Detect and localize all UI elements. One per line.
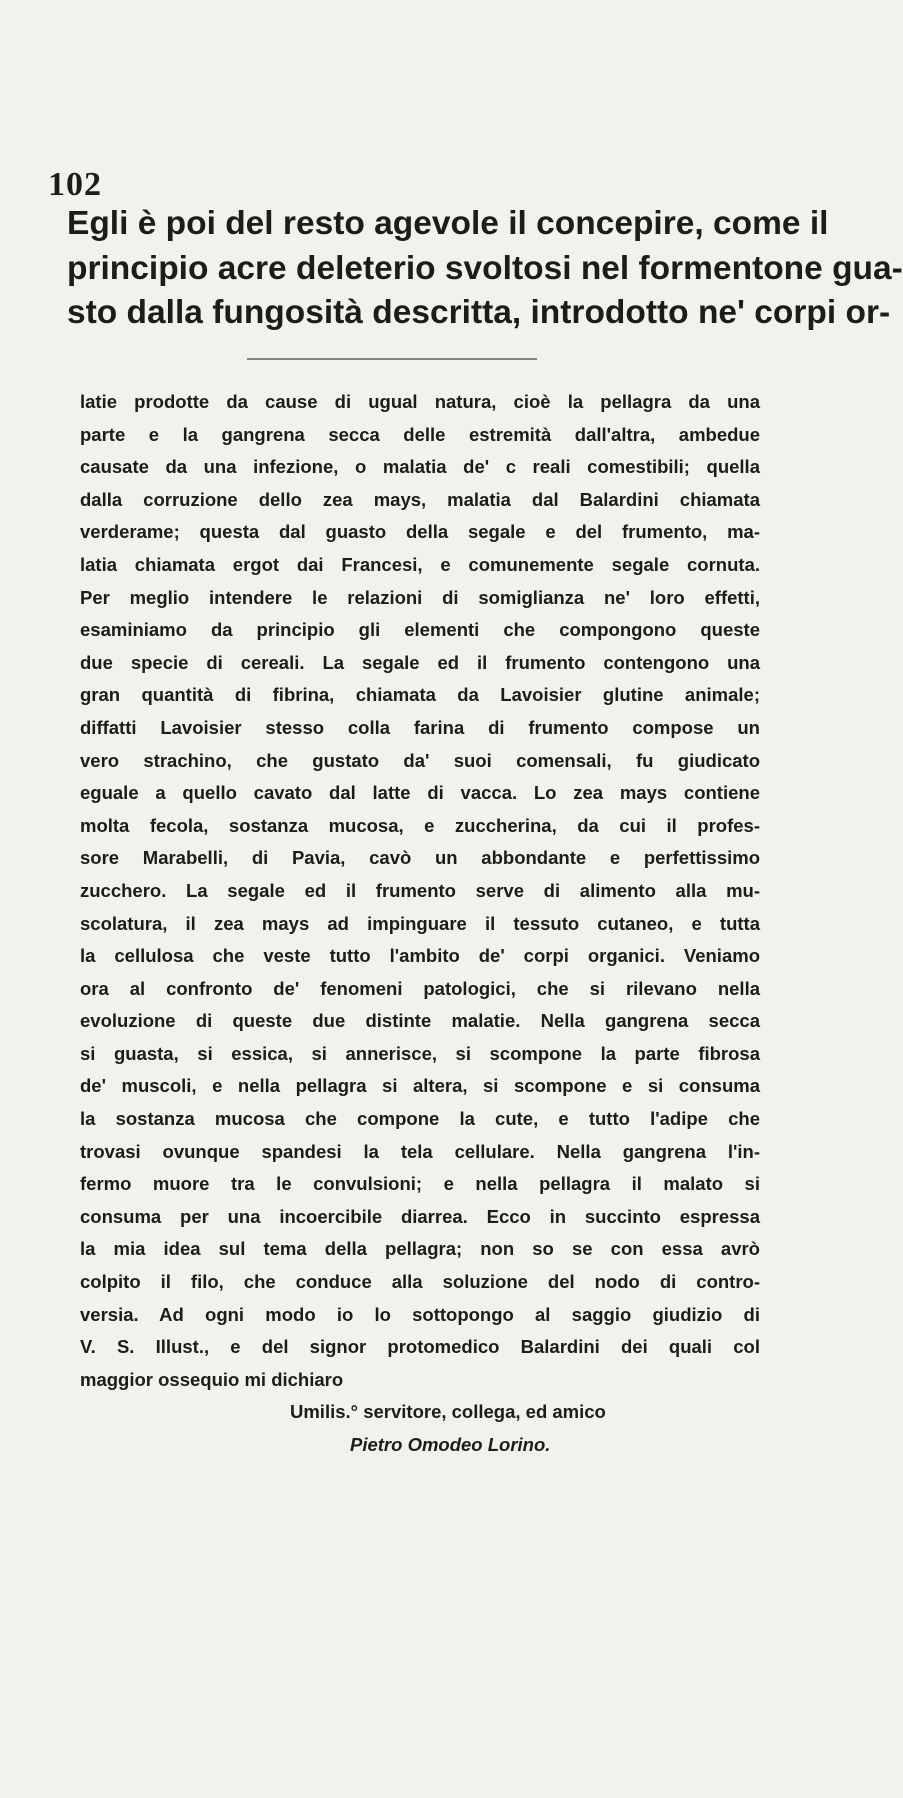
large-text-line: principio acre deleterio svoltosi nel formentone gua- — [67, 249, 903, 287]
page-number: 102 — [48, 166, 102, 203]
large-type-paragraph — [67, 202, 903, 336]
body-text-line: V. S. Illust., e del signor protomedico Balardini dei quali col — [80, 1336, 760, 1358]
body-text-line: la sostanza mucosa che compone la cute, e tutto l'adipe che — [80, 1108, 760, 1130]
signature-name: Pietro Omodeo Lorino. — [350, 1434, 551, 1455]
body-text-line: de' muscoli, e nella pellagra si altera, si scompone e si consuma — [80, 1075, 760, 1097]
large-text-line: sto dalla fungosità descritta, introdotto ne' corpi or- — [67, 294, 891, 331]
section-divider — [247, 358, 537, 360]
body-text-line: molta fecola, sostanza mucosa, e zuccherina, da cui il profes- — [80, 814, 760, 836]
small-type-paragraph — [80, 386, 760, 1462]
body-text-line: scolatura, il zea mays ad impinguare il tessuto cutaneo, e tutta — [80, 912, 760, 934]
body-text-line: evoluzione di queste due distinte malatie. Nella gangrena secca — [80, 1010, 760, 1032]
body-text-line: trovasi ovunque spandesi la tela cellulare. Nella gangrena l'in- — [80, 1140, 760, 1162]
body-text-line: due specie di cereali. La segale ed il frumento contengono una — [80, 651, 760, 673]
body-text-line: sore Marabelli, di Pavia, cavò un abbondante e perfettissimo — [80, 847, 760, 869]
body-text-line: ora al confronto de' fenomeni patologici, che si rilevano nella — [80, 977, 760, 999]
signature-closing: Umilis.° servitore, collega, ed amico — [290, 1401, 606, 1423]
body-text-line: la mia idea sul tema della pellagra; non so se con essa avrò — [80, 1238, 760, 1260]
body-text-line: colpito il filo, che conduce alla soluzione del nodo di contro- — [80, 1271, 760, 1293]
body-text-line: fermo muore tra le convulsioni; e nella pellagra il malato si — [80, 1173, 760, 1195]
body-text-line: dalla corruzione dello zea mays, malatia dal Balardini chiamata — [80, 488, 760, 510]
body-text-line: zucchero. La segale ed il frumento serve di alimento alla mu- — [80, 879, 760, 901]
body-text-line: la cellulosa che veste tutto l'ambito de' corpi organici. Veniamo — [80, 945, 760, 967]
body-text-line: consuma per una incoercibile diarrea. Ecco in succinto espressa — [80, 1205, 760, 1227]
body-text-line: eguale a quello cavato dal latte di vacca. Lo zea mays contiene — [80, 782, 760, 804]
body-text-line: verderame; questa dal guasto della segale e del frumento, ma- — [80, 521, 760, 543]
body-text-line: diffatti Lavoisier stesso colla farina di frumento compose un — [80, 716, 760, 738]
body-text-line: versia. Ad ogni modo io lo sottopongo al saggio giudizio di — [80, 1303, 760, 1325]
body-text-line: causate da una infezione, o malatia de' c reali comestibili; quella — [80, 456, 760, 478]
body-text-line: latia chiamata ergot dai Francesi, e comunemente segale cornuta. — [80, 553, 760, 575]
body-text-line: Per meglio intendere le relazioni di somiglianza ne' loro effetti, — [80, 586, 760, 608]
body-text-line: si guasta, si essica, si annerisce, si scompone la parte fibrosa — [80, 1042, 760, 1064]
body-text-line: gran quantità di fibrina, chiamata da Lavoisier glutine animale; — [80, 684, 760, 706]
body-text-line: vero strachino, che gustato da' suoi comensali, fu giudicato — [80, 749, 760, 771]
large-text-line: Egli è poi del resto agevole il concepire, come il — [67, 205, 829, 242]
body-text-line: esaminiamo da principio gli elementi che compongono queste — [80, 619, 760, 641]
body-text-line: latie prodotte da cause di ugual natura, cioè la pellagra da una — [80, 391, 760, 412]
body-text-line: maggior ossequio mi dichiaro — [80, 1368, 344, 1390]
body-text-line: parte e la gangrena secca delle estremità dall'altra, ambedue — [80, 423, 760, 445]
